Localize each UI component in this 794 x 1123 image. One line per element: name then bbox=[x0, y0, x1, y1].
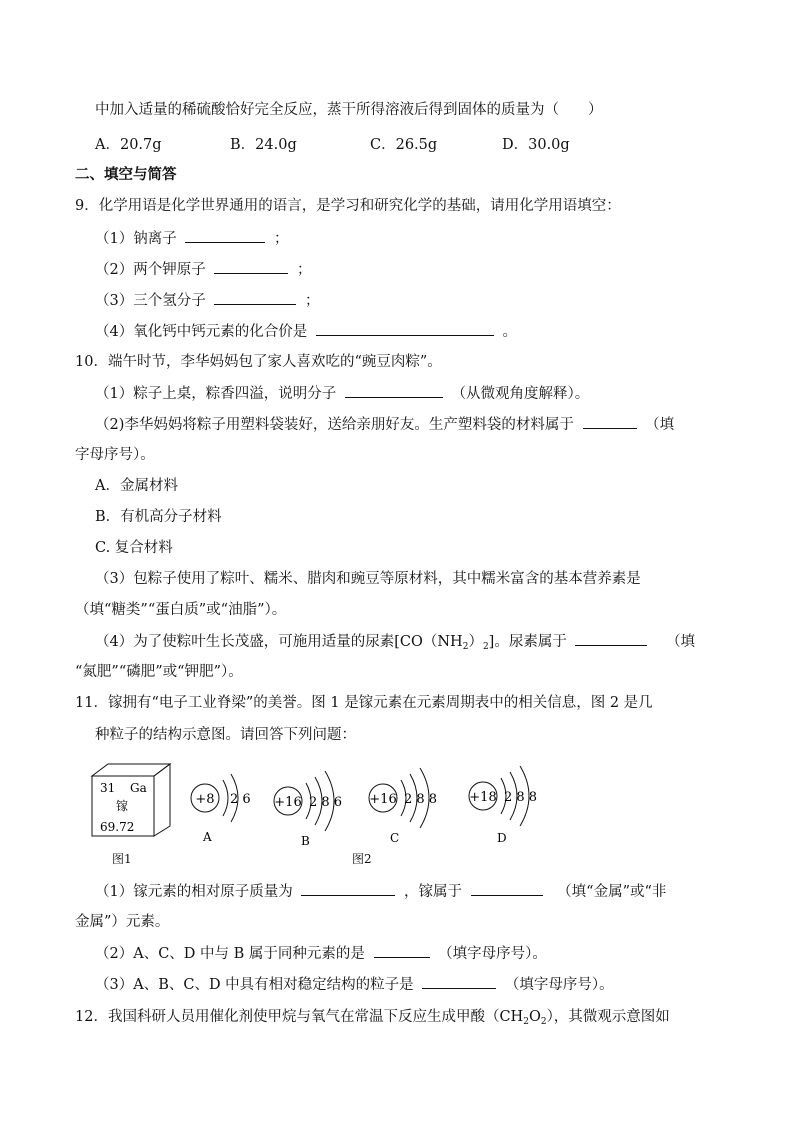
q8-option-b[interactable]: B．24.0g bbox=[230, 137, 297, 153]
q11-part-2 bbox=[95, 943, 547, 964]
section-title: 二、填空与简答 bbox=[75, 166, 177, 183]
q8-stem-tail: 中加入适量的稀硫酸恰好完全反应，蒸干所得溶液后得到固体的质量为（ ） bbox=[95, 102, 603, 118]
subscript: 2 bbox=[540, 1017, 547, 1027]
element-symbol: Ga bbox=[130, 781, 147, 795]
q10-part-4-cont: “氮肥”“磷肥”或“钾肥”）。 bbox=[75, 664, 243, 680]
particle-label: A bbox=[203, 830, 212, 844]
q9-item-3 bbox=[95, 290, 319, 311]
q11-part-3-text: （3）A、B、C、D 中具有相对稳定结构的粒子是 bbox=[95, 977, 414, 993]
answer-blank[interactable] bbox=[185, 228, 265, 243]
q12-stem-text: 12．我国科研人员用催化剂使甲烷与氧气在常温下反应生成甲酸（CH bbox=[75, 1009, 524, 1025]
q12-stem-text: ），其微观示意图如 bbox=[546, 1009, 670, 1025]
answer-blank[interactable] bbox=[345, 383, 443, 398]
q9-item-3-label: （3）三个氢分子 bbox=[95, 293, 206, 309]
q8-option-d[interactable]: D．30.0g bbox=[502, 137, 570, 153]
q10-part-2-hint: （填 bbox=[645, 417, 675, 433]
element-name: 镓 bbox=[116, 799, 129, 813]
answer-blank[interactable] bbox=[583, 414, 637, 429]
q10-option-a[interactable]: A．金属材料 bbox=[95, 478, 178, 494]
q11-stem: 11．镓拥有“电子工业脊梁”的美誉。图 1 是镓元素在元素周期表中的相关信息，图 2 是几 bbox=[75, 695, 653, 711]
electron-shells: 2 6 bbox=[230, 792, 251, 807]
nucleus-charge: +16 bbox=[369, 792, 397, 807]
atomic-mass: 69.72 bbox=[100, 820, 135, 834]
answer-blank[interactable] bbox=[575, 631, 647, 646]
q11-part-1-text: ，镓属于 bbox=[403, 884, 462, 900]
subscript: 2 bbox=[462, 642, 469, 652]
q10-part-3: （3）包粽子使用了粽叶、糯米、腊肉和豌豆等原材料，其中糯米富含的基本营养素是 bbox=[95, 571, 641, 587]
q11-part-2-hint: （填字母序号）。 bbox=[438, 946, 547, 962]
q10-part-4 bbox=[95, 631, 695, 657]
q10-part-1 bbox=[95, 383, 589, 404]
atom-structure-diagrams bbox=[185, 758, 545, 853]
answer-blank[interactable] bbox=[316, 321, 494, 336]
q10-part-4-text: ]。尿素属于 bbox=[488, 634, 567, 650]
particle-d bbox=[469, 766, 537, 845]
q9-item-3-tail: ； bbox=[304, 293, 320, 309]
q10-part-3-hint: （填“糖类”“蛋白质”或“油脂”）。 bbox=[75, 602, 287, 618]
q11-part-2-text: （2）A、C、D 中与 B 属于同种元素的是 bbox=[95, 946, 365, 962]
q11-part-3 bbox=[95, 974, 614, 995]
nucleus-charge: +16 bbox=[274, 795, 302, 810]
electron-shells: 2 8 8 bbox=[404, 792, 438, 807]
subscript: 2 bbox=[523, 1017, 529, 1027]
q10-part-2-cont: 字母序号）。 bbox=[75, 447, 155, 463]
q10-part-1-text: （1）粽子上桌，粽香四溢，说明分子 bbox=[95, 386, 337, 402]
nucleus-charge: +18 bbox=[469, 790, 497, 805]
q11-part-1-hint: （填“金属”或“非 bbox=[557, 884, 667, 900]
q11-part-1-text: （1）镓元素的相对原子质量为 bbox=[95, 884, 293, 900]
q10-part-4-text: ） bbox=[468, 634, 483, 650]
electron-shells: 2 8 8 bbox=[504, 790, 538, 805]
figure-1-label: 图1 bbox=[112, 852, 132, 866]
particle-b bbox=[274, 771, 342, 848]
q8-option-c[interactable]: C．26.5g bbox=[370, 137, 438, 153]
answer-blank[interactable] bbox=[471, 881, 543, 896]
q9-item-2-tail: ； bbox=[296, 262, 312, 278]
particle-label: B bbox=[301, 834, 310, 848]
q9-item-1 bbox=[95, 228, 288, 249]
q10-part-2-text: （2)李华妈妈将粽子用塑料袋装好，送给亲朋好友。生产塑料袋的材料属于 bbox=[95, 417, 574, 433]
answer-blank[interactable] bbox=[301, 881, 395, 896]
q10-part-4-hint: （填 bbox=[666, 634, 696, 650]
q10-part-4-text: （4）为了使粽叶生长茂盛，可施用适量的尿素[CO（NH bbox=[95, 634, 463, 650]
subscript: 2 bbox=[482, 642, 489, 652]
q10-part-2 bbox=[95, 414, 674, 435]
q11-part-1-cont: 金属”）元素。 bbox=[75, 914, 170, 930]
particle-label: C bbox=[390, 831, 400, 845]
q12-stem bbox=[75, 1007, 670, 1032]
q9-item-2 bbox=[95, 259, 311, 280]
particle-c bbox=[369, 768, 437, 845]
q10-option-c[interactable]: C. 复合材料 bbox=[95, 540, 173, 556]
q11-part-1 bbox=[95, 881, 666, 902]
q9-item-2-label: （2）两个钾原子 bbox=[95, 262, 206, 278]
q11-stem-cont: 种粒子的结构示意图。请回答下列问题： bbox=[95, 727, 356, 743]
answer-blank[interactable] bbox=[374, 943, 430, 958]
periodic-table-cell bbox=[88, 760, 173, 840]
answer-blank[interactable] bbox=[214, 290, 296, 305]
q10-stem: 10．端午时节，李华妈妈包了家人喜欢吃的“豌豆肉粽”。 bbox=[75, 354, 442, 370]
q9-item-1-tail: ； bbox=[273, 231, 289, 247]
atomic-number: 31 bbox=[100, 781, 116, 795]
q10-part-1-hint: （从微观角度解释）。 bbox=[451, 386, 590, 402]
q9-stem: 9．化学用语是化学世界通用的语言，是学习和研究化学的基础，请用化学用语填空： bbox=[75, 198, 621, 214]
figure-2-label: 图2 bbox=[352, 852, 372, 866]
nucleus-charge: +8 bbox=[195, 792, 215, 807]
q10-option-b[interactable]: B．有机高分子材料 bbox=[95, 509, 222, 525]
q9-item-1-label: （1）钠离子 bbox=[95, 231, 177, 247]
q8-option-a[interactable]: A．20.7g bbox=[95, 137, 162, 153]
q12-stem-text: O bbox=[528, 1009, 541, 1025]
q9-item-4-label: （4）氧化钙中钙元素的化合价是 bbox=[95, 324, 308, 340]
particle-label: D bbox=[497, 831, 507, 845]
q11-part-3-hint: （填字母序号）。 bbox=[504, 977, 614, 993]
answer-blank[interactable] bbox=[422, 974, 496, 989]
answer-blank[interactable] bbox=[214, 259, 288, 274]
q9-item-4 bbox=[95, 321, 517, 342]
q9-item-4-tail: 。 bbox=[502, 324, 517, 340]
electron-shells: 2 8 6 bbox=[309, 795, 343, 810]
particle-a bbox=[191, 774, 251, 844]
